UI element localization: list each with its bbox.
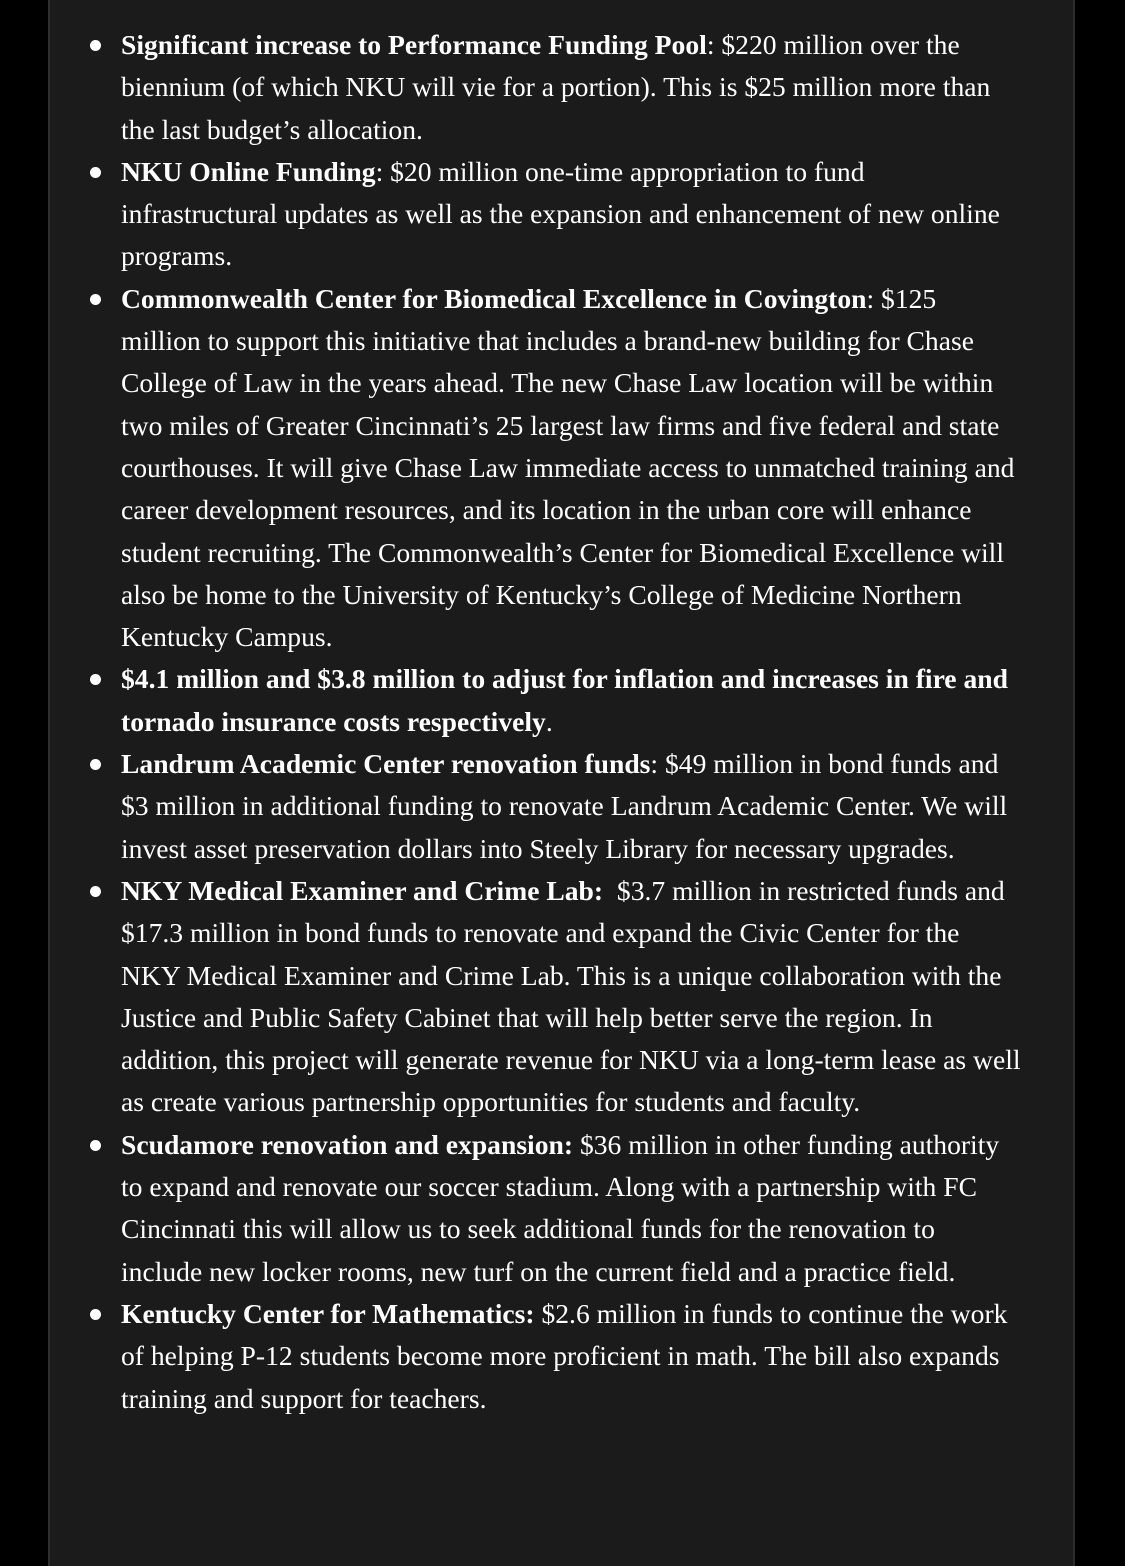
list-item — [121, 24, 1021, 151]
content-panel — [48, 0, 1075, 1566]
item-body: $2.6 million in funds to continue the work of helping P-12 students become more proficient in math. The bill also expands training and support for teachers. — [121, 1297, 1008, 1414]
item-body: $36 million in other funding authority to expand and renovate our soccer stadium. Along with a partnership with FC Cincinnati this will allow us to seek additional funds for the renovation to include new locker rooms, new turf on the current field and a practice field. — [121, 1128, 1000, 1287]
item-body: $3.7 million in restricted funds and $17.3 million in bond funds to renovate and expand the Civic Center for the NKY Medical Examiner and Crime Lab. This is a unique collaboration with the Justice and Public Safety Cabinet that will help better serve the region. In addition, this project will generate revenue for NKU via a long-term lease as well as create various partnership opportunities for students and faculty. — [121, 874, 1028, 1118]
list-item — [121, 1293, 1021, 1420]
item-body: : $49 million in bond funds and $3 million in additional funding to renovate Landrum Academic Center. We will invest asset preservation dollars into Steely Library for necessary upgrades. — [121, 748, 1008, 864]
item-body: : $20 million one-time appropriation to fund infrastructural updates as well as the expansion and enhancement of new online programs. — [121, 155, 1000, 272]
bullet-icon — [90, 674, 101, 685]
list-item — [121, 278, 1021, 659]
bullet-icon — [90, 294, 101, 305]
list-item — [121, 658, 1021, 743]
bullet-icon — [90, 1140, 101, 1151]
bullet-icon — [90, 167, 101, 178]
funding-bullet-list — [121, 24, 1028, 1420]
item-title: $4.1 million and $3.8 million to adjust for inflation and increases in fire and tornado insurance costs respectively — [121, 663, 1008, 737]
item-title: Kentucky Center for Mathematics: — [121, 1297, 535, 1329]
item-title: NKY Medical Examiner and Crime Lab: — [121, 874, 604, 906]
list-item — [121, 870, 1028, 1124]
list-item — [121, 1124, 1021, 1293]
bullet-icon — [90, 759, 101, 770]
item-title: NKU Online Funding — [121, 155, 376, 187]
item-body: : $220 million over the biennium (of which NKU will vie for a portion). This is $25 million more than the last budget’s allocation. — [121, 29, 991, 145]
bullet-icon — [90, 886, 101, 897]
list-item — [121, 743, 1021, 870]
bullet-icon — [90, 1309, 101, 1320]
item-title: Commonwealth Center for Biomedical Excellence in Covington — [121, 282, 867, 314]
item-body: . — [545, 705, 553, 737]
item-body: : $125 million to support this initiative that includes a brand-new building for Chase College of Law in the years ahead. The new Chase Law location will be within two miles of Greater Cincinnati’s 25 largest law firms and five federal and state courthouses. It will give Chase Law immediate access to unmatched training and career development resources, and its location in the urban core will enhance student recruiting. The Commonwealth’s Center for Biomedical Excellence will also be home to the University of Kentucky’s College of Medicine Northern Kentucky Campus. — [121, 282, 1015, 653]
item-title: Scudamore renovation and expansion: — [121, 1128, 574, 1160]
item-title: Landrum Academic Center renovation funds — [121, 748, 651, 780]
item-title: Significant increase to Performance Funding Pool — [121, 29, 707, 60]
list-item — [121, 151, 1021, 278]
bullet-icon — [90, 40, 101, 51]
